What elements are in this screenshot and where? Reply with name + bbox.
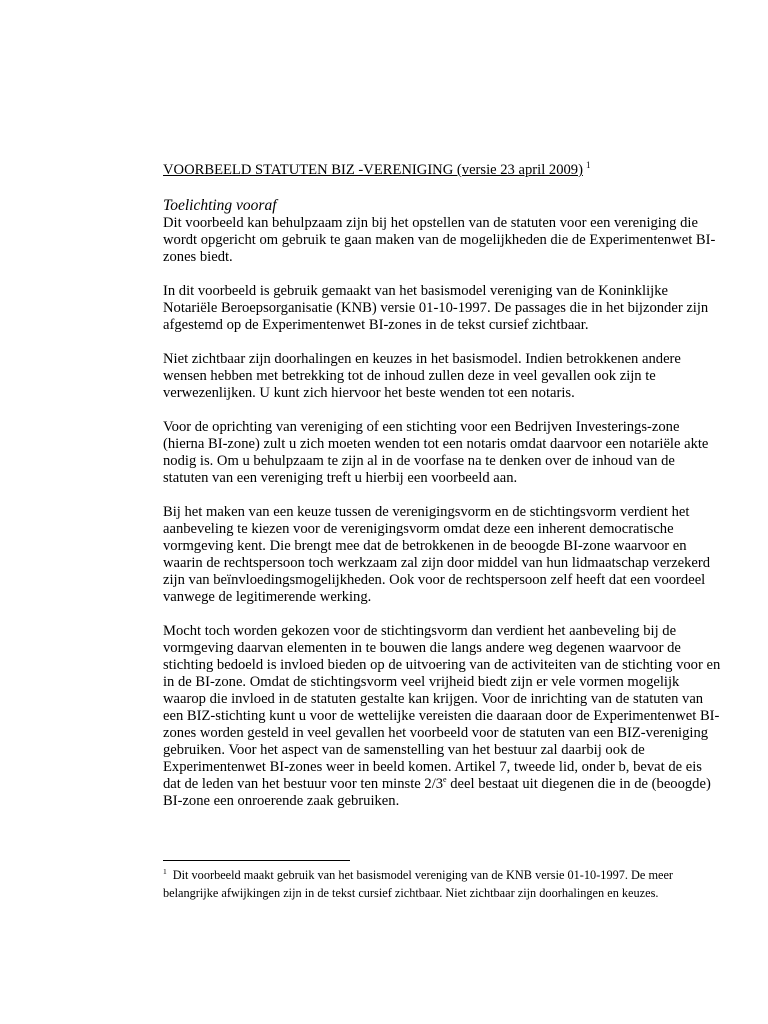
document-body [163,162,723,827]
title-footnote-reference[interactable]: 1 [585,160,591,171]
ordinal-superscript: e [443,775,447,785]
paragraph-intro: Dit voorbeeld kan behulpzaam zijn bij het opstellen van de statuten voor een vereniging die wordt opgericht om gebruik te gaan maken van de mogelijkheden die de Experimentenwet BI-zones biedt. [163,215,716,265]
paragraph-oprichting: Voor de oprichting van vereniging of een stichting voor een Bedrijven Investerings-zone (hierna BI-zone) zult u zich moeten wenden tot een notaris omdat daarvoor een notariële akte nodig is. Om u behulpzaam te zijn al in de voorfase na te denken over de inhoud van de statuten van een vereniging treft u hierbij een voorbeeld aan. [163,419,709,486]
footnote [163,866,723,902]
paragraph-basismodel: In dit voorbeeld is gebruik gemaakt van het basismodel vereniging van de Koninklijke Notariële Beroepsorganisatie (KNB) versie 01-10-1997. De passages die in het bijzonder zijn afgestemd op de Experimentenwet BI-zones in de tekst cursief zichtbaar. [163,283,709,333]
footnote-mark: 1 [163,866,167,876]
footnote-separator [163,860,350,861]
footnote-text: Dit voorbeeld maakt gebruik van het basismodel vereniging van de KNB versie 01-10-1997. De meer belangrijke afwijkingen zijn in de tekst cursief zichtbaar. Niet zichtbaar zijn doorhalingen en keuzes. [163,868,674,900]
paragraph-stichtingsvorm [163,623,723,810]
section-subheading: Toelichting vooraf [163,197,277,214]
paragraph-stichtingsvorm-text: Mocht toch worden gekozen voor de stichtingsvorm dan verdient het aanbeveling bij de vormgeving daarvan elementen in te bouwen die langs andere weg degenen waarvoor de stichting bedoeld is invloed bieden op de uitvoering van de activiteiten van de stichting voor en in de BI-zone. Omdat de stichtingsvorm veel vrijheid biedt zijn er vele vormen mogelijk waarop die invloed in de statuten gestalte kan krijgen. Voor de inrichting van de statuten van een BIZ-stichting kunt u voor de wettelijke vereisten die daaraan door de Experimentenwet BI-zones worden gesteld in veel gevallen het voorbeeld voor de statuten van een BIZ-vereniging gebruiken. Voor het aspect van de samenstelling van het bestuur zal daarbij ook de Experimentenwet BI-zones weer in beeld komen. Artikel 7, tweede lid, onder b, bevat de eis dat de leden van het bestuur voor ten minste 2/3 [163,623,721,792]
paragraph-doorhalingen: Niet zichtbaar zijn doorhalingen en keuzes in het basismodel. Indien betrokkenen andere wensen hebben met betrekking tot de inhoud zullen deze in veel gevallen ook zijn te verwezenlijken. U kunt zich hiervoor het beste wenden tot een notaris. [163,351,681,401]
paragraph-keuze-rechtsvorm: Bij het maken van een keuze tussen de verenigingsvorm en de stichtingsvorm verdient het aanbeveling te kiezen voor de verenigingsvorm omdat deze een inherent democratische vormgeving kent. Die brengt mee dat de betrokkenen in de beoogde BI-zone waarvoor en waarin de rechtspersoon toch werkzaam zal zijn door middel van hun lidmaatschap verzekerd zijn van beïnvloedingsmogelijkheden. Ook voor de rechtspersoon zelf heeft dat een voordeel vanwege de legitimerende werking. [163,504,711,605]
paragraph-stichtingsvorm-tail: deel bestaat uit diegenen die in de (beoogde) BI-zone een onroerende zaak gebruiken. [163,776,711,809]
document-title-text: VOORBEELD STATUTEN BIZ -VERENIGING (versie 23 april 2009) [163,162,583,178]
document-title [163,162,723,179]
